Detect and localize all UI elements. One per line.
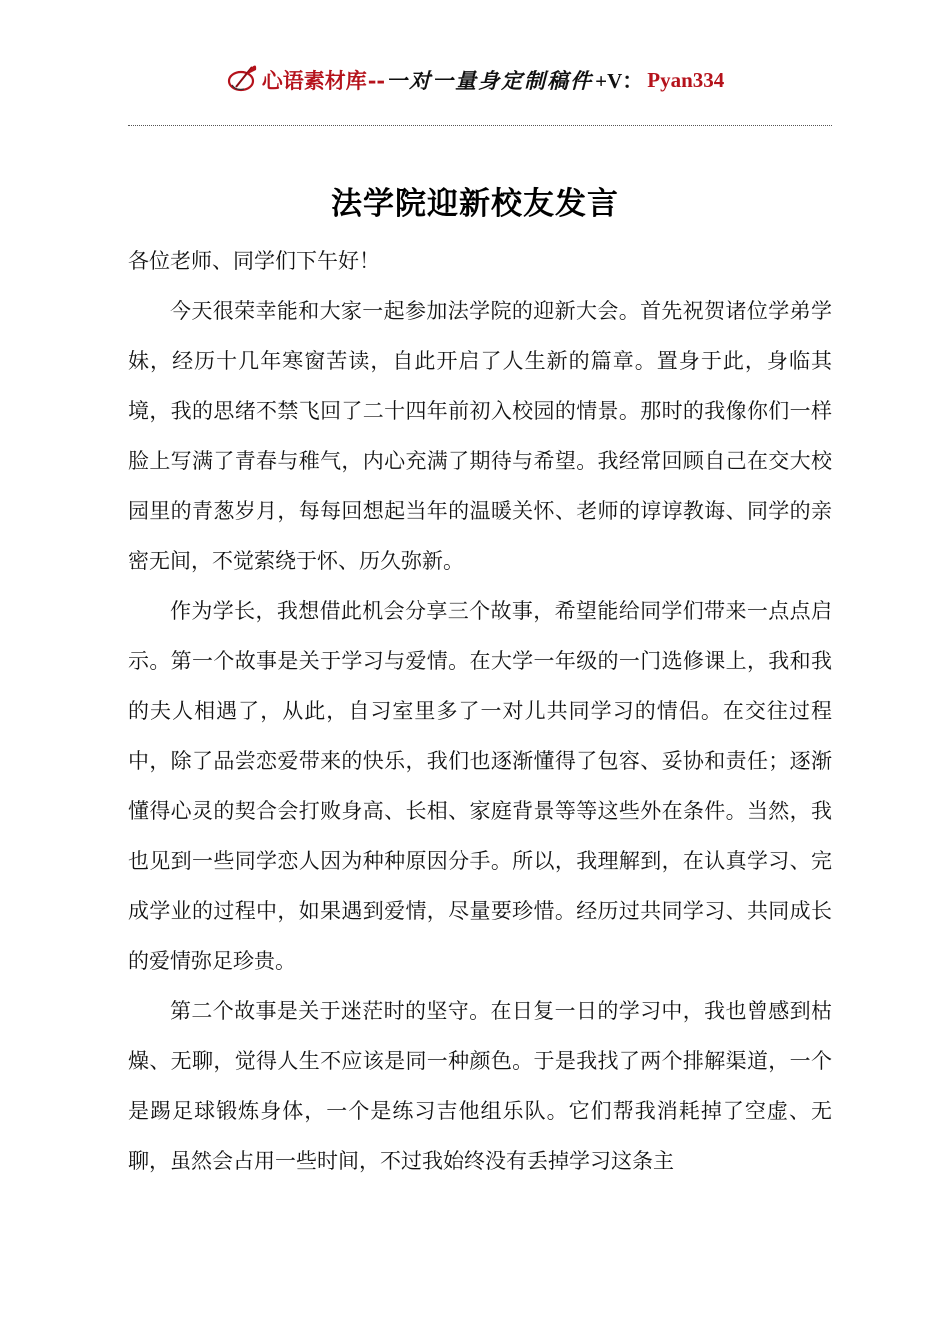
brand-name: 心语素材库	[261, 68, 367, 93]
paragraph: 作为学长，我想借此机会分享三个故事，希望能给同学们带来一点点启示。第一个故事是关于学习与爱情。在大学一年级的一门选修课上，我和我的夫人相遇了，从此，自习室里多了一对儿共同学习的情侣。在交往过程中，除了品尝恋爱带来的快乐，我们也逐渐懂得了包容、妥协和责任；逐渐懂得心灵的契合会打败身高、长相、家庭背景等等这些外在条件。当然，我也见到一些同学恋人因为种种原因分手。所以，我理解到，在认真学习、完成学业的过程中，如果遇到爱情，尽量要珍惜。经历过共同学习、共同成长的爱情弥足珍贵。	[128, 599, 832, 973]
paragraph: 今天很荣幸能和大家一起参加法学院的迎新大会。首先祝贺诸位学弟学妹，经历十几年寒窗苦读，自此开启了人生新的篇章。置身于此，身临其境，我的思绪不禁飞回了二十四年前初入校园的情景。那时的我像你们一样脸上写满了青春与稚气，内心充满了期待与希望。我经常回顾自己在交大校园里的青葱岁月，每每回想起当年的温暖关怀、老师的谆谆教诲、同学的亲密无间，不觉萦绕于怀、历久弥新。	[128, 299, 832, 573]
document-body	[128, 236, 832, 1186]
document-title: 法学院迎新校友发言	[331, 186, 619, 222]
quill-pen-icon	[226, 61, 260, 95]
header-divider	[128, 125, 832, 126]
header-separator: --	[367, 67, 386, 93]
paragraph: 第二个故事是关于迷茫时的坚守。在日复一日的学习中，我也曾感到枯燥、无聊，觉得人生不应该是同一种颜色。于是我找了两个排解渠道，一个是踢足球锻炼身体，一个是练习吉他组乐队。它们帮我消耗掉了空虚、无聊，虽然会占用一些时间，不过我始终没有丢掉学习这条主	[128, 999, 832, 1173]
contact-label: +V：	[595, 69, 644, 93]
greeting: 各位老师、同学们下午好！	[128, 249, 380, 273]
contact-id: Pyan334	[647, 67, 725, 92]
header-slogan: 一对一量身定制稿件	[386, 68, 594, 93]
page-header	[0, 58, 950, 102]
